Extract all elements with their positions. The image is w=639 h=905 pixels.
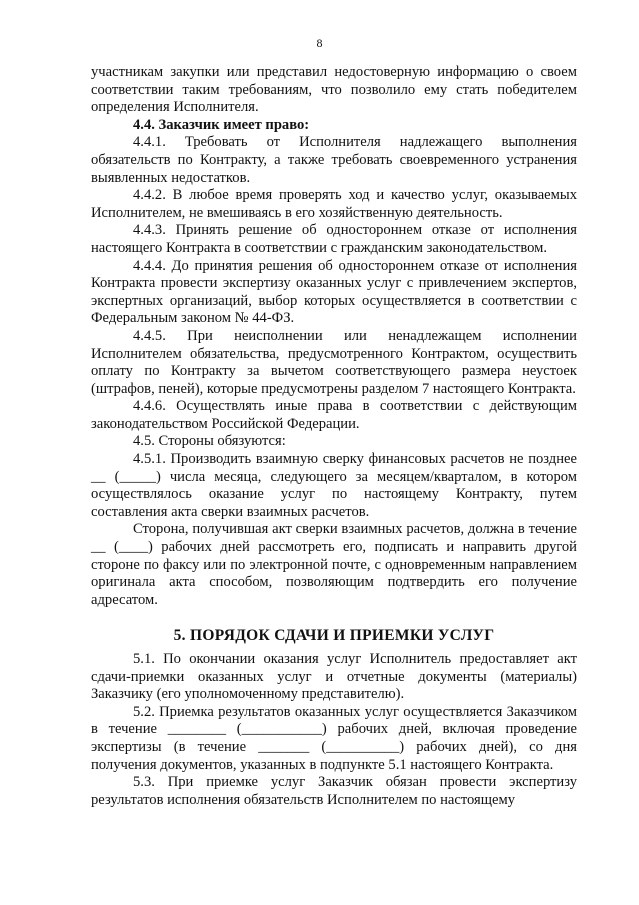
clause-paragraph: 4.4.5. При неисполнении или ненадлежащем исполнении Исполнителем обязательства, предусмотренного Контрактом, осуществить оплату по Контракту за вычетом соответствующего размера неустоек (штрафов, пеней), которые предусмотрены разделом 7 настоящего Контракта. xyxy=(91,327,577,397)
section-heading: 5. ПОРЯДОК СДАЧИ И ПРИЕМКИ УСЛУГ xyxy=(173,627,495,645)
clause-paragraph: 4.4. Заказчик имеет право: xyxy=(133,116,310,133)
clause-paragraph: 4.4.6. Осуществлять иные права в соответствии с действующим законодательством Российской Федерации. xyxy=(91,398,577,432)
page-content xyxy=(91,64,577,809)
page-number: 8 xyxy=(316,36,323,50)
clauses-section-5 xyxy=(91,651,577,809)
clause-paragraph: 5.2. Приемка результатов оказанных услуг осуществляется Заказчиком в течение ________ (___________) рабочих дней, включая проведение экспертизы (в течение _______ (__________) рабочих дней), со дня получения документов, указанных в подпункте 5.1 настоящего Контракта. xyxy=(91,703,577,773)
clause-paragraph: 4.4.3. Принять решение об одностороннем отказе от исполнения настоящего Контракта в соответствии с гражданским законодательством. xyxy=(91,222,577,256)
clause-paragraph: 4.5.1. Производить взаимную сверку финансовых расчетов не позднее __ (_____) числа месяца, следующего за месяцем/кварталом, в котором осуществлялось оказание услуг по настоящему Контракту, путем составления акта сверки взаимных расчетов. xyxy=(91,451,577,520)
clause-paragraph: 4.4.4. До принятия решения об одностороннем отказе от исполнения Контракта провести экспертизу оказанных услуг с привлечением экспертов, экспертных организаций, выбор которых осуществляется в соответствии с Федеральным законом № 44-ФЗ. xyxy=(91,257,577,327)
clause-paragraph: участникам закупки или представил недостоверную информацию о своем соответствии таким требованиям, что позволило ему стать победителем определения Исполнителя. xyxy=(91,64,577,116)
clause-paragraph: 4.4.1. Требовать от Исполнителя надлежащего выполнения обязательств по Контракту, а также требовать своевременного устранения выявленных недостатков. xyxy=(91,134,577,186)
clause-paragraph: 5.3. При приемке услуг Заказчик обязан провести экспертизу результатов исполнения обязательств Исполнителем по настоящему xyxy=(91,774,577,808)
clause-paragraph: 4.4.2. В любое время проверять ход и качество услуг, оказываемых Исполнителем, не вмешиваясь в его хозяйственную деятельность. xyxy=(91,187,577,221)
clause-paragraph: 4.5. Стороны обязуются: xyxy=(133,433,286,450)
clauses-section-4 xyxy=(91,64,577,609)
clause-paragraph: 5.1. По окончании оказания услуг Исполнитель предоставляет акт сдачи-приемки оказанных услуг и отчетные документы (материалы) Заказчику (его уполномоченному представителю). xyxy=(91,651,577,703)
clause-paragraph: Сторона, получившая акт сверки взаимных расчетов, должна в течение __ (____) рабочих дней рассмотреть его, подписать и направить другой стороне по факсу или по электронной почте, с одновременным направлением оригинала акта способом, позволяющим подтвердить его получение адресатом. xyxy=(91,521,577,608)
